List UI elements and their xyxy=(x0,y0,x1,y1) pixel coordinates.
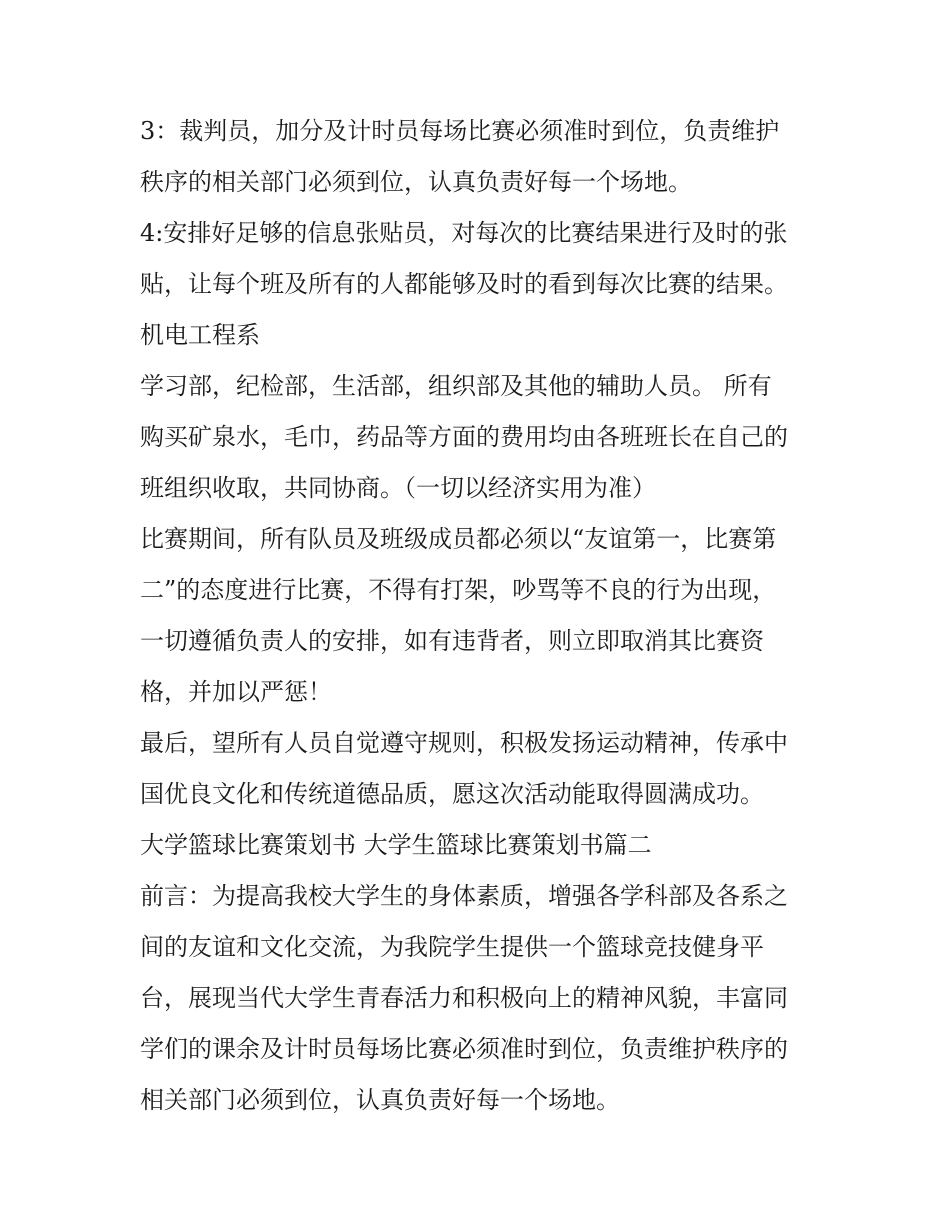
text-line: 格，并加以严惩！ xyxy=(140,678,332,706)
text-line: 前言：为提高我校大学生的身体素质，增强各学科部及各系之 xyxy=(140,882,788,910)
text-line: 学们的课余及计时员每场比赛必须准时到位，负责维护秩序的 xyxy=(140,1035,788,1063)
section-heading: 大学篮球比赛策划书 大学生篮球比赛策划书篇二 xyxy=(140,831,652,859)
text-line: 二”的态度进行比赛，不得有打架，吵骂等不良的行为出现， xyxy=(140,576,777,604)
text-line: 购买矿泉水，毛巾，药品等方面的费用均由各班班长在自己的 xyxy=(140,423,788,451)
text-line: 班组织收取，共同协商。（一切以经济实用为准） xyxy=(140,474,656,502)
section-heading: 机电工程系 xyxy=(140,321,260,349)
text-line: 3：裁判员，加分及计时员每场比赛必须准时到位，负责维护 xyxy=(140,117,780,145)
text-line: 比赛期间，所有队员及班级成员都必须以“友谊第一，比赛第 xyxy=(140,525,777,553)
text-line: 贴，让每个班及所有的人都能够及时的看到每次比赛的结果。 xyxy=(140,270,788,298)
text-line: 国优良文化和传统道德品质，愿这次活动能取得圆满成功。 xyxy=(140,780,764,808)
text-line: 相关部门必须到位，认真负责好每一个场地。 xyxy=(140,1086,620,1114)
document-body xyxy=(140,106,820,1126)
text-line: 秩序的相关部门必须到位，认真负责好每一个场地。 xyxy=(140,168,692,196)
text-line: 学习部，纪检部，生活部，组织部及其他的辅助人员。 所有 xyxy=(140,372,772,400)
text-line: 一切遵循负责人的安排，如有违背者，则立即取消其比赛资 xyxy=(140,627,764,655)
text-line: 最后，望所有人员自觉遵守规则，积极发扬运动精神，传承中 xyxy=(140,729,788,757)
text-line: 4:安排好足够的信息张贴员，对每次的比赛结果进行及时的张 xyxy=(140,219,788,247)
text-line: 台，展现当代大学生青春活力和积极向上的精神风貌，丰富同 xyxy=(140,984,788,1012)
text-line: 间的友谊和文化交流，为我院学生提供一个篮球竞技健身平 xyxy=(140,933,764,961)
